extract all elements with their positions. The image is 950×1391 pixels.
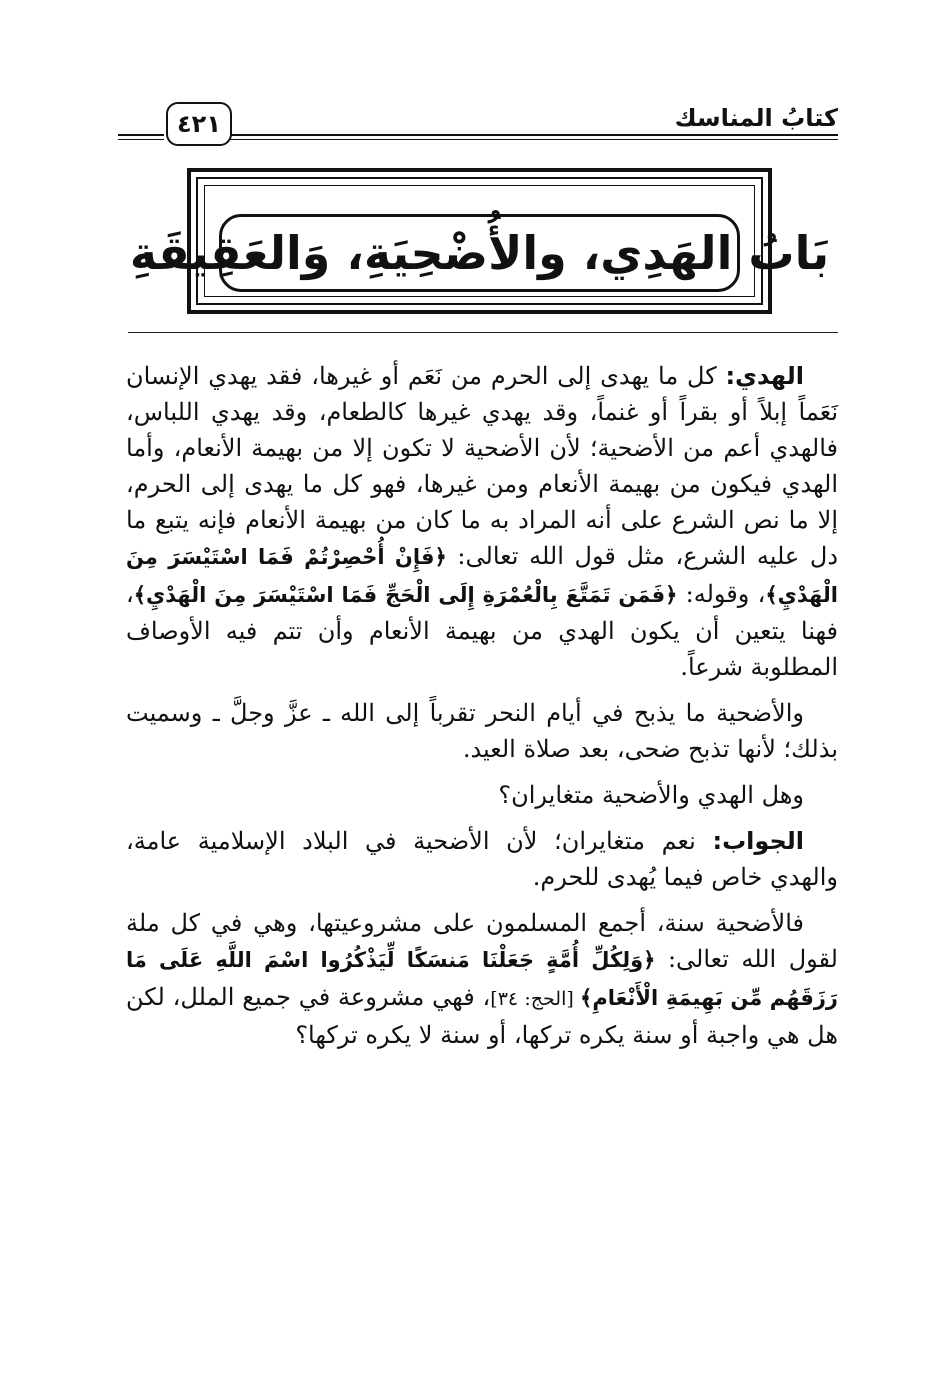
quran-verse: ﴿فَإِنْ أُحْصِرْتُمْ فَمَا اسْتَيْسَرَ مِنَ الْهَدْيِ﴾ [126, 545, 838, 607]
paragraph-udhiya-definition: والأضحية ما يذبح في أيام النحر تقرباً إلى الله ـ عزَّ وجلَّ ـ وسميت بذلك؛ لأنها تذبح ضحى، بعد صلاة العيد. [126, 698, 838, 763]
text: فالأضحية سنة، أجمع المسلمون على مشروعيتها، وهي في كل ملة لقول الله تعالى: [126, 909, 838, 974]
frame-border [129, 177, 830, 305]
text: نعم متغايران؛ لأن الأضحية في البلاد الإسلامية عامة، والهدي خاص فيما يُهدى للحرم. [126, 827, 838, 892]
paragraph-udhiya-ruling [126, 905, 838, 1052]
page-number: ٤٢١ [166, 102, 232, 146]
chapter-title: بَابُ الهَدِي، والأُضْحِيَةِ، وَالعَقِيقَةِ [129, 226, 830, 280]
header-rule-left [118, 134, 164, 140]
body-text [126, 358, 838, 1053]
quran-verse: ﴿وَلِكُلِّ أُمَّةٍ جَعَلْنَا مَنسَكًا لِّيَذْكُرُوا اسْمَ اللَّهِ عَلَى مَا رَزَقَهُم مِّن بَهِيمَةِ الْأَنْعَامِ﴾ [126, 948, 839, 1010]
text: ، وقوله: [677, 579, 766, 608]
text: ، فهنا يتعين أن يكون الهدي من بهيمة الأنعام وأن تتم فيه الأوصاف المطلوبة شرعاً. [126, 579, 838, 681]
book-title: كتابُ المناسك [674, 104, 838, 132]
quran-verse: ﴿فَمَن تَمَتَّعَ بِالْعُمْرَةِ إِلَى الْحَجِّ فَمَا اسْتَيْسَرَ مِنَ الْهَدْيِ﴾ [133, 582, 678, 607]
header-rule-right [230, 134, 838, 140]
frame-inner-border [129, 185, 830, 297]
chapter-title-box [129, 214, 830, 292]
paragraph-answer [126, 823, 838, 895]
text: كل ما يهدى إلى الحرم من نَعَم أو غيرها، فقد يهدي الإنسان نَعَماً إبلاً أو بقراً أو غنماً، وقد يهدي غيرها كالطعام، وقد يهدي اللباس، فالهدي أعم من الأضحية؛ لأن الأضحية لا تكون إلا من بهيمة الأنعام، وأما الهدي فيكون من بهيمة الأنعام ومن غيرها، فهو كل ما يهدى إلى الحرم، إلا ما نص الشرع على أنه المراد به ما كان من بهيمة الأنعام فإنه يتبع ما دل عليه الشرع، مثل قول الله تعالى: [126, 362, 839, 571]
paragraph-hadi-definition [126, 358, 838, 685]
page-header [118, 96, 838, 156]
paragraph-question: وهل الهدي والأضحية متغايران؟ [498, 781, 804, 810]
verse-reference: [الحج: ٣٤] [490, 987, 581, 1010]
text: ، فهي مشروعة في جميع الملل، لكن هل هي واجبة أو سنة يكره تركها، أو سنة لا يكره تركها؟ [126, 982, 838, 1049]
chapter-title-frame [129, 168, 830, 314]
term-answer: الجواب: [712, 827, 804, 856]
term-hadi: الهدي: [725, 362, 804, 390]
section-divider [128, 332, 838, 333]
